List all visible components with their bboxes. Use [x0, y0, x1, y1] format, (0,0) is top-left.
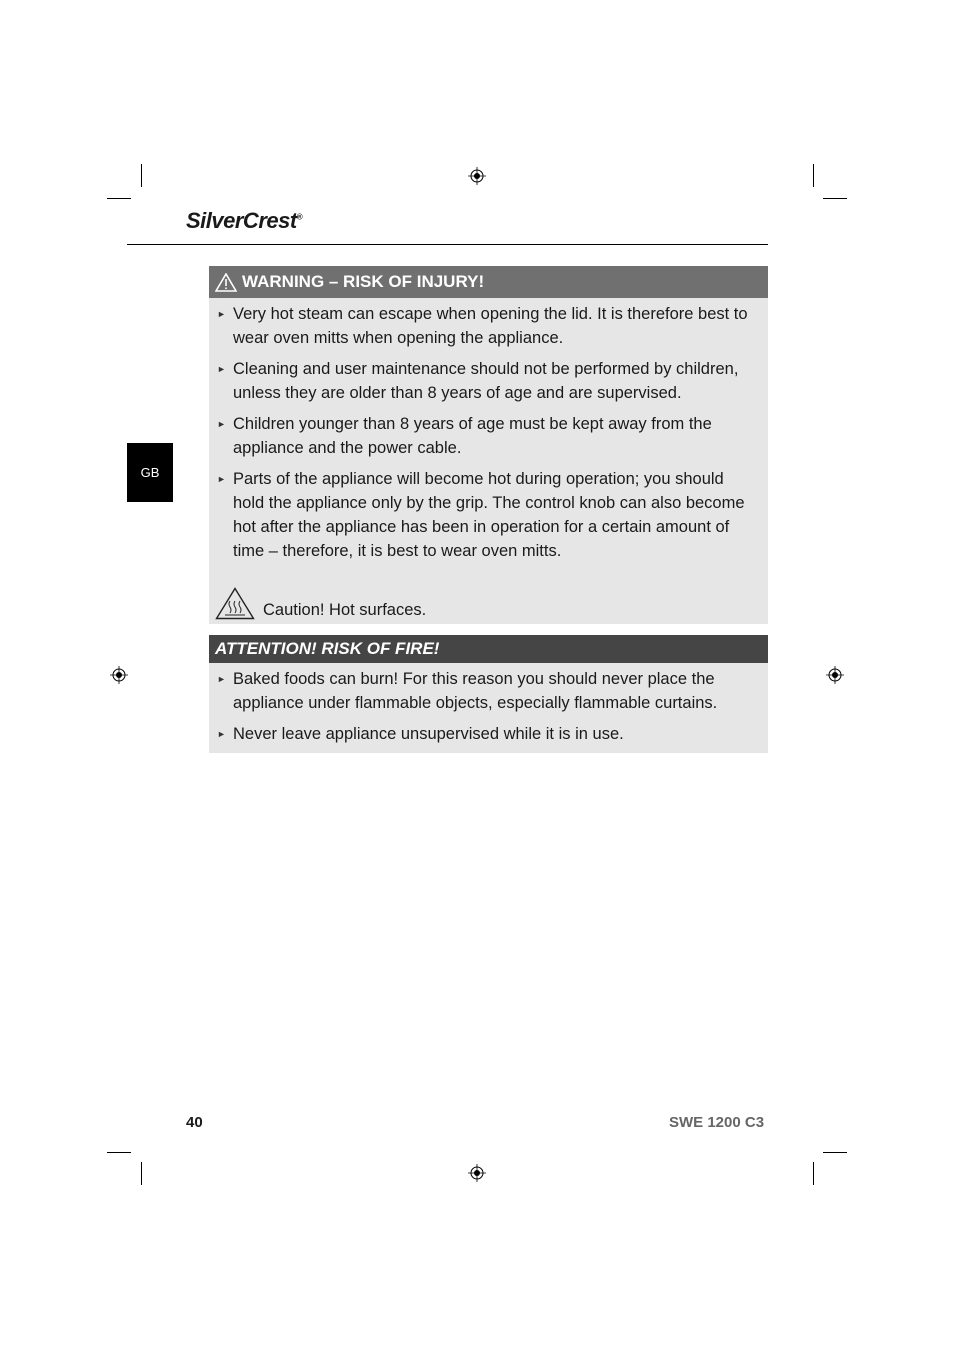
hot-surface-icon: [215, 587, 255, 620]
brand-logo: [186, 208, 302, 234]
brand-name: SilverCrest: [186, 208, 297, 233]
fire-list: [209, 667, 768, 746]
list-item-text: Very hot steam can escape when opening the lid. It is therefore best to wear oven mitts when opening the appliance.: [233, 305, 748, 347]
list-item-text: Cleaning and user maintenance should not be performed by children, unless they are older than 8 years of age and are supervised.: [233, 360, 739, 402]
bullet-arrow-icon: ►: [217, 674, 226, 684]
caution-note: [209, 563, 768, 622]
fire-box: [209, 635, 768, 753]
warning-triangle-icon: [215, 273, 237, 292]
list-item: [217, 722, 758, 746]
caution-text: Caution! Hot surfaces.: [263, 601, 427, 619]
header-divider: [127, 244, 768, 245]
registration-mark-icon: [110, 666, 128, 684]
list-item: [217, 302, 758, 350]
warning-title: WARNING – RISK OF INJURY!: [242, 272, 485, 291]
list-item-text: Baked foods can burn! For this reason you should never place the appliance under flammable objects, especially flammable curtains.: [233, 670, 718, 712]
bullet-arrow-icon: ►: [217, 364, 226, 374]
list-item-text: Parts of the appliance will become hot during operation; you should hold the appliance only by the grip. The control knob can also become hot after the appliance has been in operation for a certain amount of time – therefore, it is best to wear oven mitts.: [233, 470, 745, 560]
model-number: SWE 1200 C3: [669, 1114, 765, 1131]
warning-header: [209, 266, 768, 298]
bullet-arrow-icon: ►: [217, 419, 226, 429]
registration-mark-icon: [468, 167, 486, 185]
fire-title: ATTENTION! RISK OF FIRE!: [215, 639, 440, 658]
registration-mark-icon: [826, 666, 844, 684]
language-tab: GB: [127, 443, 173, 502]
warning-list: [209, 302, 768, 563]
fire-header: [209, 635, 768, 663]
warning-box: [209, 266, 768, 624]
bullet-arrow-icon: ►: [217, 309, 226, 319]
brand-registered-mark: ®: [296, 212, 303, 222]
list-item: [217, 467, 758, 563]
list-item: [217, 667, 758, 715]
list-item-text: Never leave appliance unsupervised while it is in use.: [233, 725, 624, 743]
bullet-arrow-icon: ►: [217, 729, 226, 739]
list-item-text: Children younger than 8 years of age must be kept away from the appliance and the power cable.: [233, 415, 712, 457]
page-number: 40: [186, 1114, 203, 1131]
registration-mark-icon: [468, 1164, 486, 1182]
bullet-arrow-icon: ►: [217, 474, 226, 484]
list-item: [217, 357, 758, 405]
list-item: [217, 412, 758, 460]
